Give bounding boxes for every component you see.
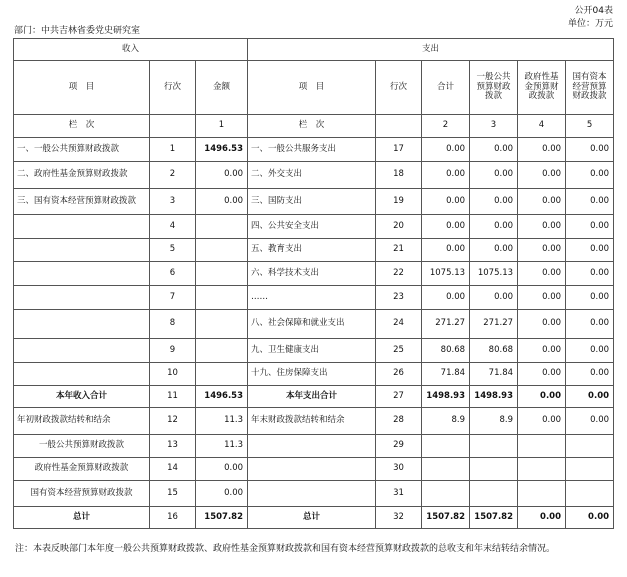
income-item xyxy=(14,363,150,386)
income-item: 一、一般公共预算财政拨款 xyxy=(14,138,150,162)
sub3-amount: 0.00 xyxy=(196,481,248,507)
expense-total: 0.00 xyxy=(422,138,470,162)
form-number: 公开04表 xyxy=(574,6,613,16)
expense-total-general: 1498.93 xyxy=(470,386,518,408)
sub2-no: 14 xyxy=(150,458,196,481)
expense-total: 1075.13 xyxy=(422,262,470,286)
unit-label: 单位：万元 xyxy=(567,19,613,29)
income-amount xyxy=(196,310,248,339)
general-budget-header: 一般公共预算财政拨款 xyxy=(470,61,518,115)
expense-item: 五、教育支出 xyxy=(248,239,376,262)
sub1-no: 13 xyxy=(150,435,196,458)
general-index: 3 xyxy=(470,115,518,138)
expense-item: 十九、住房保障支出 xyxy=(248,363,376,386)
carry-out-gov: 0.00 xyxy=(518,408,566,435)
expense-gov: 0.00 xyxy=(518,262,566,286)
expense-gov: 0.00 xyxy=(518,138,566,162)
expense-lanci-blank xyxy=(376,115,422,138)
income-amount xyxy=(196,339,248,363)
expense-row-no: 19 xyxy=(376,189,422,215)
grand-in-no: 16 xyxy=(150,507,196,529)
expense-gov: 0.00 xyxy=(518,189,566,215)
financial-appropriation-table xyxy=(13,38,614,529)
table-row xyxy=(14,162,614,189)
income-item: 三、国有资本经营预算财政拨款 xyxy=(14,189,150,215)
table-row xyxy=(14,138,614,162)
income-row-no: 6 xyxy=(150,262,196,286)
sub2-blank-s xyxy=(566,458,614,481)
table-row xyxy=(14,310,614,339)
sub1-expense-item xyxy=(248,435,376,458)
sub3-no: 15 xyxy=(150,481,196,507)
expense-general: 0.00 xyxy=(470,286,518,310)
income-row-no: 4 xyxy=(150,215,196,239)
table-row xyxy=(14,339,614,363)
expense-item: 三、国防支出 xyxy=(248,189,376,215)
income-amount xyxy=(196,262,248,286)
expense-general: 0.00 xyxy=(470,239,518,262)
carry-in-label: 年初财政拨款结转和结余 xyxy=(14,408,150,435)
column-header-row xyxy=(14,61,614,115)
income-lanci: 栏 次 xyxy=(14,115,150,138)
expense-gov: 0.00 xyxy=(518,162,566,189)
grand-in-amount: 1507.82 xyxy=(196,507,248,529)
income-item xyxy=(14,215,150,239)
expense-item: 九、卫生健康支出 xyxy=(248,339,376,363)
income-item: 二、政府性基金预算财政拨款 xyxy=(14,162,150,189)
sub2-blank-t xyxy=(422,458,470,481)
sub1-label: 一般公共预算财政拨款 xyxy=(14,435,150,458)
income-amount: 1496.53 xyxy=(196,138,248,162)
income-row-no: 1 xyxy=(150,138,196,162)
expense-total: 0.00 xyxy=(422,239,470,262)
expense-row-no: 17 xyxy=(376,138,422,162)
sub-row-gov xyxy=(14,458,614,481)
expense-state: 0.00 xyxy=(566,262,614,286)
carry-out-general: 8.9 xyxy=(470,408,518,435)
income-item xyxy=(14,286,150,310)
expense-gov: 0.00 xyxy=(518,339,566,363)
expense-state: 0.00 xyxy=(566,138,614,162)
income-lanci-blank xyxy=(150,115,196,138)
sub2-blank-f xyxy=(518,458,566,481)
income-item xyxy=(14,339,150,363)
income-row-no: 7 xyxy=(150,286,196,310)
carry-out-state: 0.00 xyxy=(566,408,614,435)
expense-item: 八、社会保障和就业支出 xyxy=(248,310,376,339)
sub2-blank-g xyxy=(470,458,518,481)
sub1-amount: 11.3 xyxy=(196,435,248,458)
income-row-no: 5 xyxy=(150,239,196,262)
income-row-no-header: 行次 xyxy=(150,61,196,115)
expense-general: 271.27 xyxy=(470,310,518,339)
table-row xyxy=(14,363,614,386)
income-row-no: 2 xyxy=(150,162,196,189)
grand-gov: 0.00 xyxy=(518,507,566,529)
sub1-blank-s xyxy=(566,435,614,458)
sub3-blank-t xyxy=(422,481,470,507)
income-amount-header: 金额 xyxy=(196,61,248,115)
sub3-blank-s xyxy=(566,481,614,507)
expense-row-no: 25 xyxy=(376,339,422,363)
state-index: 5 xyxy=(566,115,614,138)
state-capital-header: 国有资本经营预算财政拨款 xyxy=(566,61,614,115)
expense-general: 1075.13 xyxy=(470,262,518,286)
expense-total: 0.00 xyxy=(422,286,470,310)
annual-total-row xyxy=(14,386,614,408)
sub3-expense-item xyxy=(248,481,376,507)
expense-state: 0.00 xyxy=(566,339,614,363)
grand-ex-no: 32 xyxy=(376,507,422,529)
expense-gov: 0.00 xyxy=(518,310,566,339)
expense-item-header: 项 目 xyxy=(248,61,376,115)
table-row xyxy=(14,286,614,310)
income-total-label: 本年收入合计 xyxy=(14,386,150,408)
expense-general: 0.00 xyxy=(470,162,518,189)
expense-total: 0.00 xyxy=(422,215,470,239)
sub3-expense-no: 31 xyxy=(376,481,422,507)
income-amount: 0.00 xyxy=(196,189,248,215)
sub-row-general xyxy=(14,435,614,458)
expense-state: 0.00 xyxy=(566,363,614,386)
income-item-header: 项 目 xyxy=(14,61,150,115)
sub2-expense-item xyxy=(248,458,376,481)
sub1-blank-g xyxy=(470,435,518,458)
total-header: 合计 xyxy=(422,61,470,115)
sub-row-state xyxy=(14,481,614,507)
expense-general: 71.84 xyxy=(470,363,518,386)
column-index-row xyxy=(14,115,614,138)
sub1-blank-f xyxy=(518,435,566,458)
expense-row-no: 20 xyxy=(376,215,422,239)
income-amount xyxy=(196,363,248,386)
income-item xyxy=(14,310,150,339)
grand-total-row xyxy=(14,507,614,529)
grand-in-label: 总计 xyxy=(14,507,150,529)
carry-out-no: 28 xyxy=(376,408,422,435)
sub3-blank-f xyxy=(518,481,566,507)
expense-row-no: 18 xyxy=(376,162,422,189)
sub3-label: 国有资本经营预算财政拨款 xyxy=(14,481,150,507)
expense-row-no: 21 xyxy=(376,239,422,262)
income-amount xyxy=(196,239,248,262)
sub2-expense-no: 30 xyxy=(376,458,422,481)
expense-item: 一、一般公共服务支出 xyxy=(248,138,376,162)
expense-row-no-header: 行次 xyxy=(376,61,422,115)
income-total-no: 11 xyxy=(150,386,196,408)
gov-fund-header: 政府性基金预算财政拨款 xyxy=(518,61,566,115)
carry-in-no: 12 xyxy=(150,408,196,435)
expense-item: 二、外交支出 xyxy=(248,162,376,189)
expense-state: 0.00 xyxy=(566,286,614,310)
expense-general: 80.68 xyxy=(470,339,518,363)
expense-state: 0.00 xyxy=(566,215,614,239)
carry-out-total: 8.9 xyxy=(422,408,470,435)
sub1-blank-t xyxy=(422,435,470,458)
income-amount-index: 1 xyxy=(196,115,248,138)
income-row-no: 3 xyxy=(150,189,196,215)
grand-total: 1507.82 xyxy=(422,507,470,529)
expense-section-header: 支出 xyxy=(248,39,614,61)
income-row-no: 9 xyxy=(150,339,196,363)
expense-general: 0.00 xyxy=(470,138,518,162)
table-row xyxy=(14,215,614,239)
expense-state: 0.00 xyxy=(566,310,614,339)
department-label: 部门：中共吉林省委党史研究室 xyxy=(14,26,141,36)
expense-state: 0.00 xyxy=(566,162,614,189)
table-row xyxy=(14,262,614,286)
expense-general: 0.00 xyxy=(470,189,518,215)
expense-item: 六、科学技术支出 xyxy=(248,262,376,286)
sub2-label: 政府性基金预算财政拨款 xyxy=(14,458,150,481)
table-row xyxy=(14,239,614,262)
expense-lanci: 栏 次 xyxy=(248,115,376,138)
footnote: 注：本表反映部门本年度一般公共预算财政拨款、政府性基金预算财政拨款和国有资本经营预算财政拨款的总收支和年末结转结余情况。 xyxy=(15,544,556,554)
income-row-no: 8 xyxy=(150,310,196,339)
carry-in-amount: 11.3 xyxy=(196,408,248,435)
total-index: 2 xyxy=(422,115,470,138)
income-total-amount: 1496.53 xyxy=(196,386,248,408)
expense-total: 71.84 xyxy=(422,363,470,386)
expense-gov: 0.00 xyxy=(518,215,566,239)
expense-total-no: 27 xyxy=(376,386,422,408)
table-row xyxy=(14,189,614,215)
income-row-no: 10 xyxy=(150,363,196,386)
grand-state: 0.00 xyxy=(566,507,614,529)
expense-gov: 0.00 xyxy=(518,239,566,262)
expense-row-no: 26 xyxy=(376,363,422,386)
expense-total: 271.27 xyxy=(422,310,470,339)
grand-ex-label: 总计 xyxy=(248,507,376,529)
income-amount xyxy=(196,286,248,310)
expense-gov: 0.00 xyxy=(518,363,566,386)
gov-index: 4 xyxy=(518,115,566,138)
expense-total-total: 1498.93 xyxy=(422,386,470,408)
income-amount xyxy=(196,215,248,239)
section-header-row xyxy=(14,39,614,61)
carry-over-row xyxy=(14,408,614,435)
income-item xyxy=(14,262,150,286)
sub2-amount: 0.00 xyxy=(196,458,248,481)
expense-item: …… xyxy=(248,286,376,310)
expense-state: 0.00 xyxy=(566,189,614,215)
grand-general: 1507.82 xyxy=(470,507,518,529)
income-amount: 0.00 xyxy=(196,162,248,189)
expense-row-no: 23 xyxy=(376,286,422,310)
expense-row-no: 22 xyxy=(376,262,422,286)
expense-total-gov: 0.00 xyxy=(518,386,566,408)
expense-general: 0.00 xyxy=(470,215,518,239)
expense-total-state: 0.00 xyxy=(566,386,614,408)
expense-item: 四、公共安全支出 xyxy=(248,215,376,239)
sub1-expense-no: 29 xyxy=(376,435,422,458)
expense-state: 0.00 xyxy=(566,239,614,262)
expense-gov: 0.00 xyxy=(518,286,566,310)
expense-total: 80.68 xyxy=(422,339,470,363)
expense-total-label: 本年支出合计 xyxy=(248,386,376,408)
income-section-header: 收入 xyxy=(14,39,248,61)
expense-total: 0.00 xyxy=(422,189,470,215)
sub3-blank-g xyxy=(470,481,518,507)
income-item xyxy=(14,239,150,262)
expense-total: 0.00 xyxy=(422,162,470,189)
expense-row-no: 24 xyxy=(376,310,422,339)
carry-out-label: 年末财政拨款结转和结余 xyxy=(248,408,376,435)
